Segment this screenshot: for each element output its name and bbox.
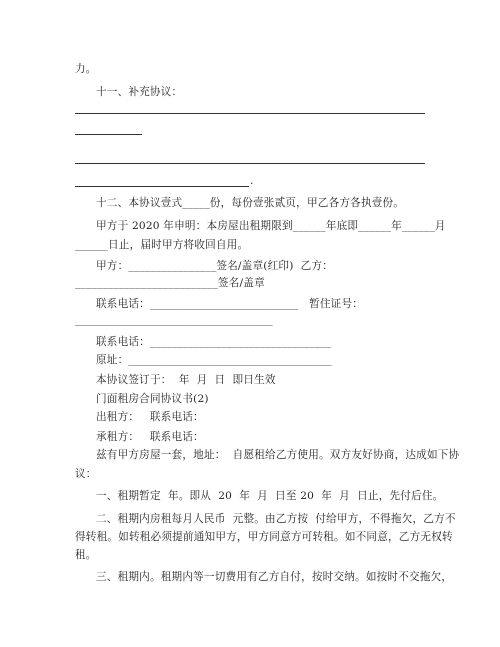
fill-in-line — [75, 163, 425, 164]
text-line: 兹有甲方房屋一套，地址： 自愿租给乙方使用。双方友好协商，达成如下协 — [96, 449, 460, 461]
text-line: 甲方于 2020 年申明：本房屋出租期限到______年底即______年______月 — [96, 220, 446, 232]
signature-line: __________________________签名/盖章 — [75, 277, 265, 289]
text-line: 力。 — [75, 63, 97, 75]
document-title: 门面租房合同协议书(2) — [96, 393, 209, 405]
signing-date-line: 本协议签订于： 年 月 日 即日生效 — [96, 374, 276, 386]
clause-line: 租。 — [75, 549, 97, 561]
text-line: ______日止，届时甲方将收回自用。 — [75, 239, 249, 251]
text-line: 议： — [75, 468, 97, 480]
contact-line: 联系电话：_________________________________ — [96, 336, 332, 348]
signature-line: 甲方：________________签名/盖章(红印) 乙方： — [96, 260, 334, 272]
clause-line: 三、租期内。租期内等一切费用有乙方自付，按时交纳。如按时不交拖欠， — [96, 571, 453, 583]
section-heading: 十一、补充协议： — [96, 86, 183, 98]
address-line: 原址：_____________________________________ — [96, 354, 332, 366]
lessor-line: 出租方： 联系电话： — [96, 411, 204, 423]
clause-line: 得转租。如转租必须提前通知甲方，甲方同意方可转租。如不同意，乙方无权转 — [75, 531, 453, 543]
text-line: . — [250, 175, 254, 187]
fill-in-line — [75, 186, 249, 187]
fill-in-line — [75, 113, 425, 114]
lessee-line: 承租方： 联系电话： — [96, 431, 204, 443]
contact-line: 联系电话：___________________________ 暂住证号： — [96, 298, 364, 310]
text-line: ____________________________________ — [75, 314, 273, 326]
clause-line: 一、租期暂定 年。即从 20 年 月 日至 20 年 月 日止，先付后住。 — [96, 490, 444, 502]
text-line: 十二、本协议壹式_____份，每份壹张贰页，甲乙各方各执壹份。 — [96, 197, 405, 209]
fill-in-line — [75, 134, 142, 135]
clause-line: 二、租期内房租每月人民币 元整。由乙方按 付给甲方，不得拖欠，乙方不 — [96, 513, 456, 525]
